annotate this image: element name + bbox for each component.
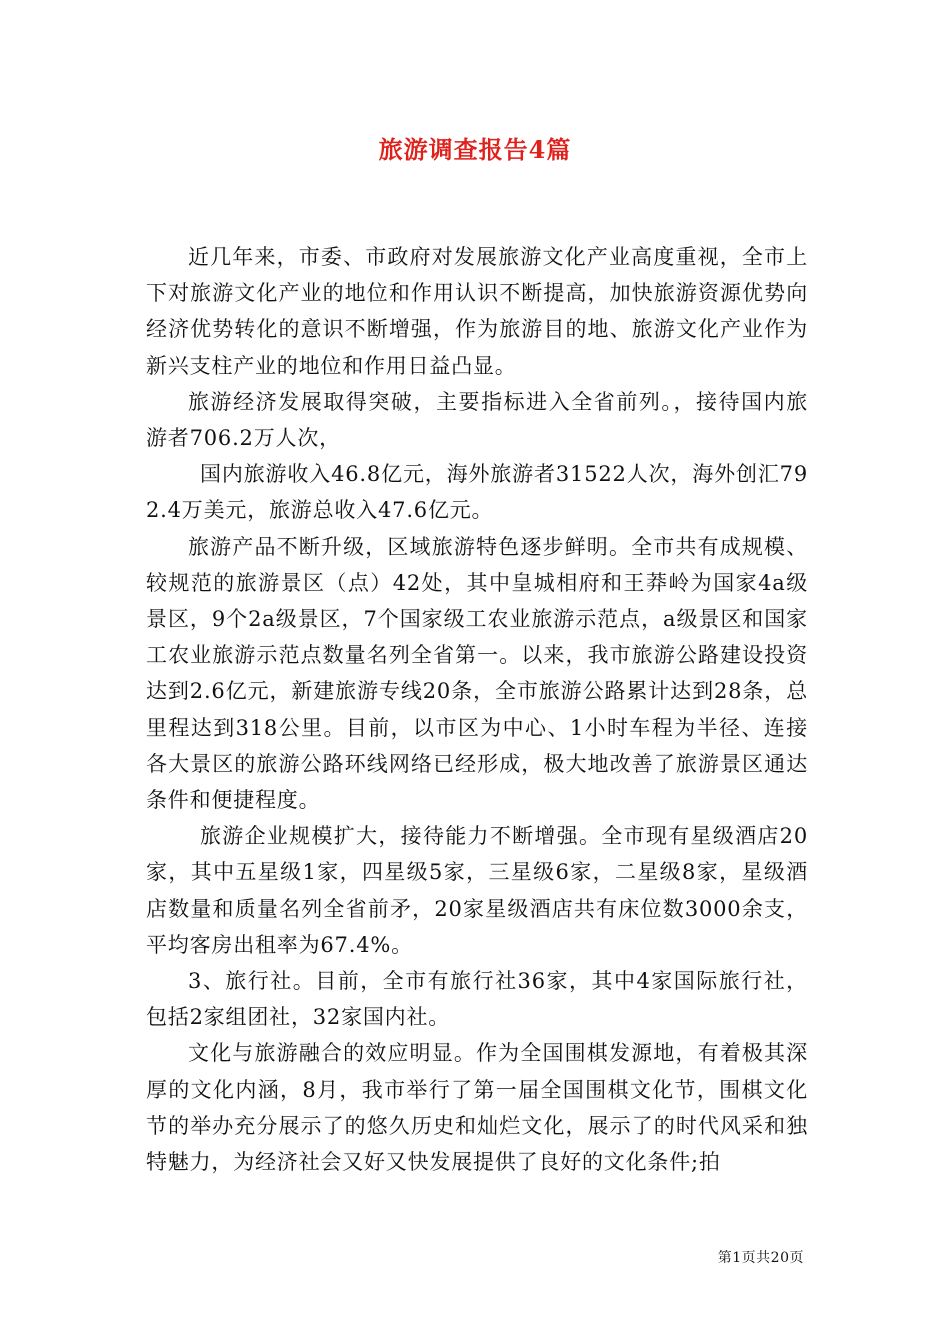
paragraph-2: 旅游经济发展取得突破，主要指标进入全省前列。，接待国内旅游者706.2万人次，: [146, 389, 808, 451]
paragraph-3: 国内旅游收入46.8亿元，海外旅游者31522人次，海外创汇792.4万美元，旅游总收入47.6亿元。: [146, 462, 808, 523]
paragraph-5: 旅游企业规模扩大，接待能力不断增强。全市现有星级酒店20家，其中五星级1家，四星级5家，三星级6家，二星级8家，星级酒店数量和质量名列全省前矛，20家星级酒店共有床位数3000余支，平均客房出租率为67.4%。: [146, 824, 808, 957]
document-body: [146, 239, 808, 1180]
paragraph-4: 旅游产品不断升级，区域旅游特色逐步鲜明。全市共有成规模、较规范的旅游景区（点）42处，其中皇城相府和王莽岭为国家4a级景区，9个2a级景区，7个国家级工农业旅游示范点，a级景区和国家工农业旅游示范点数量名列全省第一。以来，我市旅游公路建设投资达到2.6亿元，新建旅游专线20条，全市旅游公路累计达到28条，总里程达到318公里。目前，以市区为中心、1小时车程为半径、连接各大景区的旅游公路环线网络已经形成，极大地改善了旅游景区通达条件和便捷程度。: [146, 534, 808, 813]
paragraph-6: 3、旅行社。目前，全市有旅行社36家，其中4家国际旅行社，包括2家组团社，32家国内社。: [146, 969, 808, 1030]
paragraph-1: 近几年来，市委、市政府对发展旅游文化产业高度重视，全市上下对旅游文化产业的地位和作用认识不断提高，加快旅游资源优势向经济优势转化的意识不断增强，作为旅游目的地、旅游文化产业作为新兴支柱产业的地位和作用日益凸显。: [146, 245, 808, 378]
document-title: 旅游调查报告4篇: [378, 135, 572, 164]
page-number-footer: 第1页共20页: [717, 1250, 804, 1266]
paragraph-7: 文化与旅游融合的效应明显。作为全国围棋发源地，有着极其深厚的文化内涵，8月，我市举行了第一届全国围棋文化节，围棋文化节的举办充分展示了的悠久历史和灿烂文化，展示了的时代风采和独特魅力，为经济社会又好又快发展提供了良好的文化条件;拍: [146, 1041, 808, 1175]
